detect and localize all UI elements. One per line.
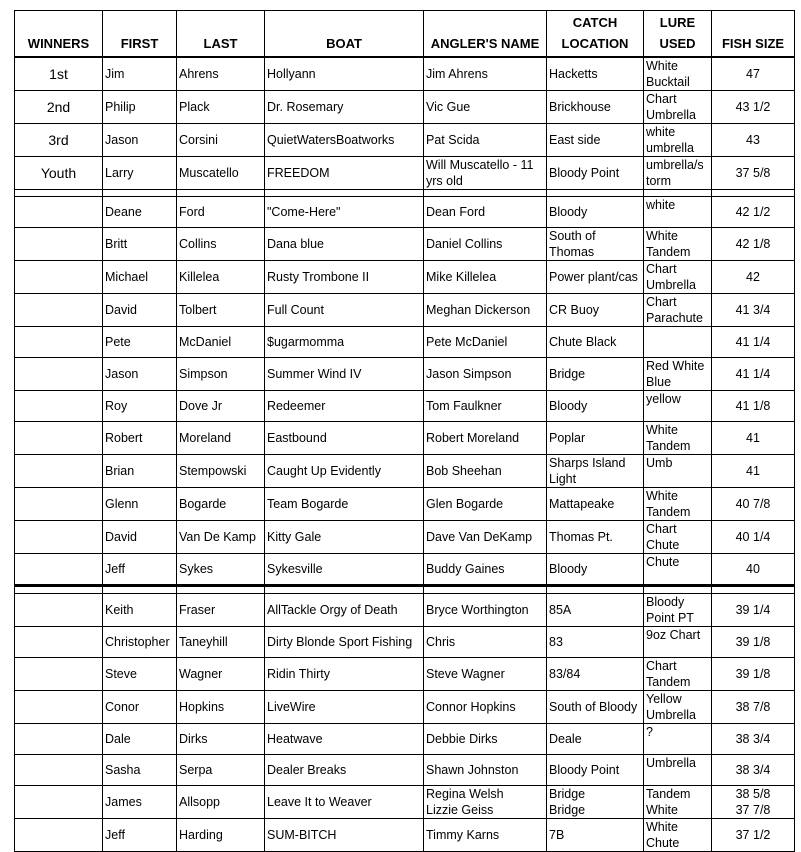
first-name-cell: Dale: [103, 724, 177, 755]
winners-cell: Youth: [15, 157, 103, 190]
winners-cell: [15, 521, 103, 554]
table-row: [15, 455, 795, 488]
location-cell: 85A: [547, 594, 644, 627]
lure-cell-line1: Tandem: [646, 787, 691, 801]
lure-cell: White Tandem: [644, 488, 712, 521]
fish-size-cell: 43: [712, 124, 795, 157]
angler-cell: Robert Moreland: [424, 422, 547, 455]
lure-cell: Chart Tandem: [644, 658, 712, 691]
fish-size-cell: 37 5/8: [712, 157, 795, 190]
last-name-cell: Tolbert: [177, 294, 265, 327]
table-row: [15, 594, 795, 627]
table-row: [15, 294, 795, 327]
lure-cell: [644, 786, 712, 819]
location-cell: Chute Black: [547, 327, 644, 358]
first-name-cell: Britt: [103, 228, 177, 261]
table-row: [15, 658, 795, 691]
first-name-cell: Keith: [103, 594, 177, 627]
first-name-cell: Jason: [103, 358, 177, 391]
fish-size-cell: 40 1/4: [712, 521, 795, 554]
gap-cell: [265, 190, 424, 197]
gap-cell: [15, 586, 103, 594]
lure-cell: Umbrella: [644, 755, 712, 786]
angler-cell: Steve Wagner: [424, 658, 547, 691]
boat-cell: Dana blue: [265, 228, 424, 261]
fish-size-cell: 41 3/4: [712, 294, 795, 327]
lure-cell-line2: White: [646, 803, 678, 817]
winners-cell: [15, 197, 103, 228]
fish-size-cell: 41 1/8: [712, 391, 795, 422]
last-name-cell: Muscatello: [177, 157, 265, 190]
location-cell: South of Bloody: [547, 691, 644, 724]
table-row: [15, 57, 795, 91]
winners-cell: [15, 228, 103, 261]
angler-cell: Debbie Dirks: [424, 724, 547, 755]
boat-cell: Caught Up Evidently: [265, 455, 424, 488]
boat-cell: Redeemer: [265, 391, 424, 422]
winners-cell: [15, 786, 103, 819]
first-name-cell: Jeff: [103, 819, 177, 852]
first-name-cell: Deane: [103, 197, 177, 228]
winners-cell: 1st: [15, 57, 103, 91]
location-cell: Bridge: [547, 358, 644, 391]
section-gap: [15, 586, 795, 594]
last-name-cell: Fraser: [177, 594, 265, 627]
fish-size-cell: 39 1/4: [712, 594, 795, 627]
first-name-cell: James: [103, 786, 177, 819]
header-angler: ANGLER'S NAME: [424, 11, 547, 58]
angler-cell: Buddy Gaines: [424, 554, 547, 586]
fish-size-cell: 38 7/8: [712, 691, 795, 724]
location-cell: 83/84: [547, 658, 644, 691]
winners-cell: [15, 391, 103, 422]
table-row: [15, 358, 795, 391]
angler-cell: Timmy Karns: [424, 819, 547, 852]
table-row: [15, 157, 795, 190]
last-name-cell: Sykes: [177, 554, 265, 586]
fish-size-cell: 47: [712, 57, 795, 91]
lure-cell: 9oz Chart: [644, 627, 712, 658]
section-gap: [15, 190, 795, 197]
lure-cell: Chute: [644, 554, 712, 586]
header-winners: WINNERS: [15, 11, 103, 58]
table-row: [15, 691, 795, 724]
location-cell: Bloody: [547, 554, 644, 586]
fish-size-cell: 41 1/4: [712, 358, 795, 391]
winners-cell: [15, 691, 103, 724]
last-name-cell: Moreland: [177, 422, 265, 455]
location-cell: Thomas Pt.: [547, 521, 644, 554]
location-cell: Power plant/cas: [547, 261, 644, 294]
winners-cell: [15, 294, 103, 327]
last-name-cell: Wagner: [177, 658, 265, 691]
fish-size-cell: 38 3/4: [712, 755, 795, 786]
boat-cell: Dealer Breaks: [265, 755, 424, 786]
angler-cell: Mike Killelea: [424, 261, 547, 294]
angler-cell: Dave Van DeKamp: [424, 521, 547, 554]
location-cell: Bloody Point: [547, 755, 644, 786]
boat-cell: Rusty Trombone II: [265, 261, 424, 294]
table-row: [15, 755, 795, 786]
header-lure-used: [644, 11, 712, 58]
location-cell: Bloody: [547, 197, 644, 228]
table-row: [15, 327, 795, 358]
table-row: [15, 391, 795, 422]
gap-cell: [177, 190, 265, 197]
first-name-cell: Larry: [103, 157, 177, 190]
location-cell: Mattapeake: [547, 488, 644, 521]
angler-cell: [424, 786, 547, 819]
fish-size-cell-line2: 37 7/8: [735, 803, 771, 817]
boat-cell: Team Bogarde: [265, 488, 424, 521]
last-name-cell: Allsopp: [177, 786, 265, 819]
first-name-cell: Roy: [103, 391, 177, 422]
table-row: [15, 91, 795, 124]
boat-cell: QuietWatersBoatworks: [265, 124, 424, 157]
results-body: [15, 57, 795, 852]
boat-cell: Dirty Blonde Sport Fishing: [265, 627, 424, 658]
lure-cell: yellow: [644, 391, 712, 422]
gap-cell: [547, 586, 644, 594]
angler-cell: Glen Bogarde: [424, 488, 547, 521]
gap-cell: [424, 190, 547, 197]
last-name-cell: Collins: [177, 228, 265, 261]
header-last: LAST: [177, 11, 265, 58]
location-cell: Bloody Point: [547, 157, 644, 190]
winners-cell: 2nd: [15, 91, 103, 124]
boat-cell: LiveWire: [265, 691, 424, 724]
header-first: FIRST: [103, 11, 177, 58]
table-row: [15, 422, 795, 455]
gap-cell: [712, 190, 795, 197]
location-cell: Poplar: [547, 422, 644, 455]
boat-cell: "Come-Here": [265, 197, 424, 228]
fish-size-cell: 42 1/8: [712, 228, 795, 261]
angler-cell: Jim Ahrens: [424, 57, 547, 91]
angler-cell: Pete McDaniel: [424, 327, 547, 358]
table-row: [15, 488, 795, 521]
table-row: [15, 124, 795, 157]
lure-cell: Chart Parachute: [644, 294, 712, 327]
boat-cell: AllTackle Orgy of Death: [265, 594, 424, 627]
winners-cell: [15, 658, 103, 691]
fish-size-cell: 41 1/4: [712, 327, 795, 358]
header-catch-location: [547, 11, 644, 58]
table-row: [15, 724, 795, 755]
location-cell: Hacketts: [547, 57, 644, 91]
last-name-cell: Ahrens: [177, 57, 265, 91]
first-name-cell: Glenn: [103, 488, 177, 521]
angler-cell: Meghan Dickerson: [424, 294, 547, 327]
last-name-cell: Plack: [177, 91, 265, 124]
table-row: [15, 228, 795, 261]
lure-cell: [644, 327, 712, 358]
angler-cell: Bryce Worthington: [424, 594, 547, 627]
angler-cell: Daniel Collins: [424, 228, 547, 261]
location-cell: South of Thomas: [547, 228, 644, 261]
lure-cell: Bloody Point PT: [644, 594, 712, 627]
boat-cell: Eastbound: [265, 422, 424, 455]
lure-cell: Chart Umbrella: [644, 91, 712, 124]
angler-cell: Connor Hopkins: [424, 691, 547, 724]
header-row: [15, 11, 795, 58]
first-name-cell: Philip: [103, 91, 177, 124]
gap-cell: [15, 190, 103, 197]
angler-cell: Chris: [424, 627, 547, 658]
table-row: [15, 627, 795, 658]
gap-cell: [547, 190, 644, 197]
gap-cell: [177, 586, 265, 594]
boat-cell: $ugarmomma: [265, 327, 424, 358]
gap-cell: [103, 586, 177, 594]
location-cell-line2: Bridge: [549, 803, 586, 817]
angler-cell: Will Muscatello - 11 yrs old: [424, 157, 547, 190]
winners-cell: [15, 724, 103, 755]
last-name-cell: Van De Kamp: [177, 521, 265, 554]
gap-cell: [424, 586, 547, 594]
last-name-cell: Dirks: [177, 724, 265, 755]
lure-cell: ?: [644, 724, 712, 755]
fish-size-cell-line1: 38 5/8: [735, 787, 771, 801]
location-cell: 83: [547, 627, 644, 658]
fish-size-cell: 41: [712, 422, 795, 455]
header-fish-size: FISH SIZE: [712, 11, 795, 58]
winners-cell: [15, 554, 103, 586]
location-cell: Brickhouse: [547, 91, 644, 124]
fish-size-cell: 42: [712, 261, 795, 294]
results-sheet: [14, 10, 794, 852]
first-name-cell: David: [103, 294, 177, 327]
first-name-cell: Conor: [103, 691, 177, 724]
location-cell: CR Buoy: [547, 294, 644, 327]
header-catch-top: CATCH: [572, 15, 618, 30]
winners-cell: [15, 261, 103, 294]
boat-cell: Heatwave: [265, 724, 424, 755]
lure-cell: Yellow Umbrella: [644, 691, 712, 724]
last-name-cell: Corsini: [177, 124, 265, 157]
last-name-cell: Simpson: [177, 358, 265, 391]
table-row: [15, 819, 795, 852]
fish-size-cell: [712, 786, 795, 819]
header-catch-bottom: LOCATION: [561, 36, 629, 51]
boat-cell: Hollyann: [265, 57, 424, 91]
last-name-cell: McDaniel: [177, 327, 265, 358]
boat-cell: Dr. Rosemary: [265, 91, 424, 124]
boat-cell: Full Count: [265, 294, 424, 327]
fish-size-cell: 43 1/2: [712, 91, 795, 124]
angler-cell: Shawn Johnston: [424, 755, 547, 786]
boat-cell: FREEDOM: [265, 157, 424, 190]
winners-cell: [15, 488, 103, 521]
boat-cell: Sykesville: [265, 554, 424, 586]
first-name-cell: Jason: [103, 124, 177, 157]
angler-cell: Tom Faulkner: [424, 391, 547, 422]
lure-cell: white umbrella: [644, 124, 712, 157]
first-name-cell: Jeff: [103, 554, 177, 586]
lure-cell: White Chute: [644, 819, 712, 852]
last-name-cell: Killelea: [177, 261, 265, 294]
gap-cell: [103, 190, 177, 197]
header-boat: BOAT: [265, 11, 424, 58]
header-lure-bottom: USED: [659, 36, 696, 51]
last-name-cell: Hopkins: [177, 691, 265, 724]
winners-cell: [15, 755, 103, 786]
last-name-cell: Ford: [177, 197, 265, 228]
first-name-cell: Brian: [103, 455, 177, 488]
winners-cell: [15, 455, 103, 488]
last-name-cell: Stempowski: [177, 455, 265, 488]
location-cell: Deale: [547, 724, 644, 755]
last-name-cell: Harding: [177, 819, 265, 852]
lure-cell: White Tandem: [644, 422, 712, 455]
boat-cell: Summer Wind IV: [265, 358, 424, 391]
winners-cell: [15, 358, 103, 391]
table-row: [15, 521, 795, 554]
table-row: [15, 786, 795, 819]
results-table: [14, 10, 795, 852]
first-name-cell: Pete: [103, 327, 177, 358]
lure-cell: umbrella/s torm: [644, 157, 712, 190]
winners-cell: [15, 819, 103, 852]
fish-size-cell: 42 1/2: [712, 197, 795, 228]
fish-size-cell: 38 3/4: [712, 724, 795, 755]
angler-cell: Dean Ford: [424, 197, 547, 228]
winners-cell: [15, 327, 103, 358]
first-name-cell: Steve: [103, 658, 177, 691]
first-name-cell: Christopher: [103, 627, 177, 658]
angler-cell: Vic Gue: [424, 91, 547, 124]
fish-size-cell: 39 1/8: [712, 658, 795, 691]
lure-cell: white: [644, 197, 712, 228]
fish-size-cell: 37 1/2: [712, 819, 795, 852]
table-row: [15, 554, 795, 586]
location-cell: Bloody: [547, 391, 644, 422]
fish-size-cell: 39 1/8: [712, 627, 795, 658]
boat-cell: Ridin Thirty: [265, 658, 424, 691]
location-cell: 7B: [547, 819, 644, 852]
gap-cell: [712, 586, 795, 594]
location-cell: [547, 786, 644, 819]
boat-cell: Kitty Gale: [265, 521, 424, 554]
boat-cell: SUM-BITCH: [265, 819, 424, 852]
fish-size-cell: 40 7/8: [712, 488, 795, 521]
lure-cell: Red White Blue: [644, 358, 712, 391]
boat-cell: Leave It to Weaver: [265, 786, 424, 819]
last-name-cell: Bogarde: [177, 488, 265, 521]
header-lure-top: LURE: [659, 15, 696, 30]
gap-cell: [265, 586, 424, 594]
angler-cell: Jason Simpson: [424, 358, 547, 391]
gap-cell: [644, 190, 712, 197]
first-name-cell: Jim: [103, 57, 177, 91]
location-cell: East side: [547, 124, 644, 157]
angler-cell: Pat Scida: [424, 124, 547, 157]
winners-cell: [15, 594, 103, 627]
first-name-cell: Michael: [103, 261, 177, 294]
winners-cell: [15, 422, 103, 455]
last-name-cell: Taneyhill: [177, 627, 265, 658]
gap-cell: [644, 586, 712, 594]
lure-cell: Chart Chute: [644, 521, 712, 554]
angler-cell-line2: Lizzie Geiss: [426, 803, 494, 817]
location-cell: Sharps Island Light: [547, 455, 644, 488]
first-name-cell: Sasha: [103, 755, 177, 786]
winners-cell: 3rd: [15, 124, 103, 157]
table-row: [15, 261, 795, 294]
last-name-cell: Serpa: [177, 755, 265, 786]
lure-cell: Chart Umbrella: [644, 261, 712, 294]
angler-cell-line1: Regina Welsh: [426, 787, 504, 801]
first-name-cell: David: [103, 521, 177, 554]
angler-cell: Bob Sheehan: [424, 455, 547, 488]
table-row: [15, 197, 795, 228]
lure-cell: White Tandem: [644, 228, 712, 261]
fish-size-cell: 41: [712, 455, 795, 488]
first-name-cell: Robert: [103, 422, 177, 455]
lure-cell: Umb: [644, 455, 712, 488]
last-name-cell: Dove Jr: [177, 391, 265, 422]
fish-size-cell: 40: [712, 554, 795, 586]
winners-cell: [15, 627, 103, 658]
location-cell-line1: Bridge: [549, 787, 586, 801]
lure-cell: White Bucktail: [644, 57, 712, 91]
